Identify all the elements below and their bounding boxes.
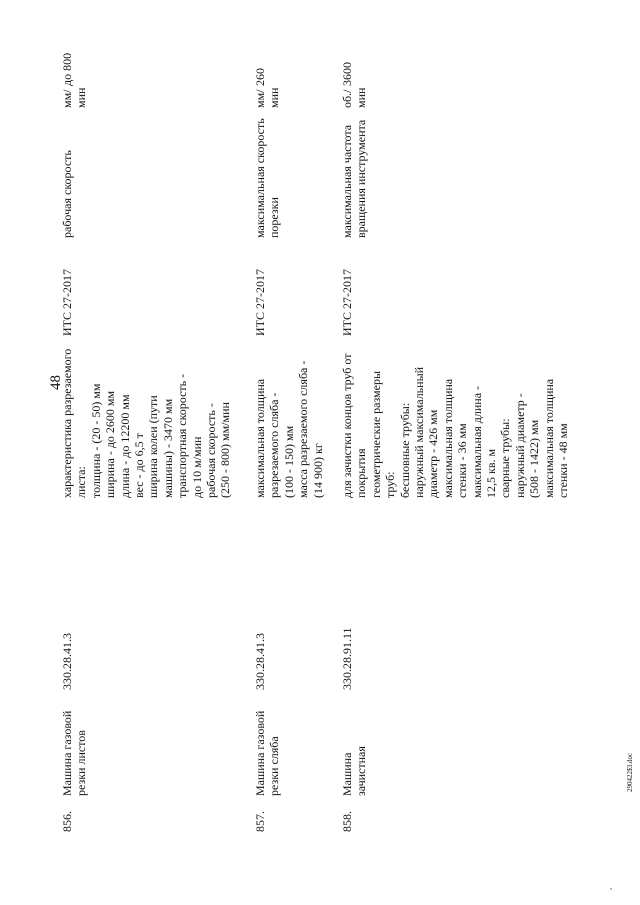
parameter-name: максимальная скорость порезки xyxy=(253,118,282,238)
unit: мм/ мин xyxy=(253,87,282,108)
row-number: 856. xyxy=(60,811,74,832)
technical-characteristics: для зачистки концов труб от покрытия геометрические размеры труб: бесшовные трубы: наружный максимальный диаметр - 426 мм максимальная толщина стенки - 36 мм максимальная длина - 12,5 кв. м сварные трубы: наружный диаметр - (508 - 1422) мм максимальная толщина стенки - 48 мм xyxy=(340,353,571,498)
row-number: 858. xyxy=(340,811,354,832)
value: 260 xyxy=(253,68,267,86)
unit: об./ мин xyxy=(340,87,369,108)
okpd-code: 330.28.41.3 xyxy=(60,633,74,690)
its-reference: ИТС 27-2017 xyxy=(60,269,74,336)
okpd-code: 330.28.41.3 xyxy=(253,633,267,690)
equipment-name: Машина газовой резки слябa xyxy=(253,710,282,796)
equipment-name: Машина газовой резки листов xyxy=(60,710,89,796)
value: 3600 xyxy=(340,62,354,86)
technical-characteristics: максимальная толщина разрезаемого слябa - (100 - 150) мм масса разрезаемого слябa - (14 900) кг xyxy=(253,360,325,498)
okpd-code: 330.28.91.11 xyxy=(340,627,354,690)
its-reference: ИТС 27-2017 xyxy=(340,269,354,336)
value: до 800 xyxy=(60,52,74,86)
row-number: 857. xyxy=(253,811,267,832)
page-number: 48 xyxy=(48,375,64,390)
equipment-name: Машина зачистная xyxy=(340,746,369,796)
scan-mark xyxy=(610,888,612,890)
technical-characteristics: характеристика разрезаемого листа: толщина - (20 - 50) мм ширина - до 2600 мм длина - до 12200 мм вес - до 6,5 т ширина колеи (пути машины) - 3470 мм транспортная скорость - до 10 м/мин рабочая скорость - (250 - 800) мм/мин xyxy=(60,348,233,498)
unit: мм/ мин xyxy=(60,87,89,108)
footer-filename: 290422El.doc xyxy=(626,752,634,792)
its-reference: ИТС 27-2017 xyxy=(253,269,267,336)
parameter-name: максимальная частота вращения инструмента xyxy=(340,119,369,238)
parameter-name: рабочая скорость xyxy=(60,150,74,238)
rotated-table-sheet xyxy=(48,52,608,832)
